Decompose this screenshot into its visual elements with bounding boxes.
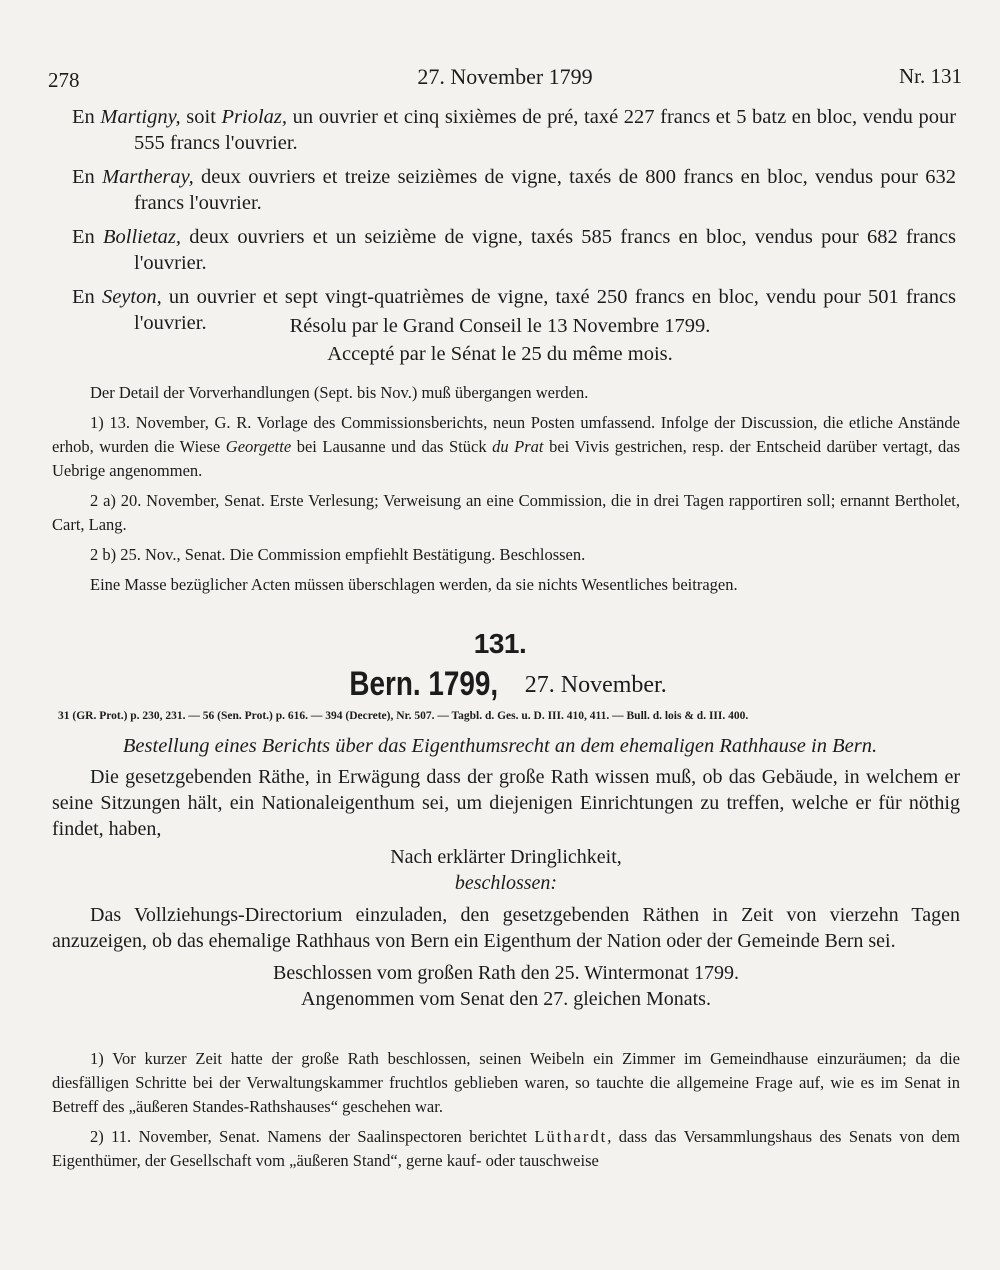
entry-bollietaz: [72, 224, 956, 276]
entry-place: Martigny,: [100, 106, 181, 128]
entry-text: deux ouvriers et treize seizièmes de vigne, taxés de 800 francs en bloc, vendus pour 632 francs l'ouvrier.: [134, 166, 956, 214]
document-place-year: Bern. 1799,: [349, 665, 499, 703]
note-b-2-text-end: , dass das Versammlungshaus des Senats von dem Eigenthümer, der Gesellschaft vom „äußeren Stand“, gerne kauf- oder tauschweise: [52, 1127, 960, 1170]
decree-body: [52, 764, 960, 1012]
entry-place2: Priolaz,: [221, 106, 288, 128]
entry-text: un ouvrier et sept vingt-quatrièmes de vigne, taxé 250 francs en bloc, vendu pour 501 francs l'ouvrier.: [134, 286, 957, 334]
decree-resolved: beschlossen:: [454, 872, 558, 894]
note-2a: 2 a) 20. November, Senat. Erste Verlesung; Verweisung an eine Commission, die in drei Tagen rapportiren soll; ernannt Bertholet, Cart, Lang.: [52, 491, 960, 534]
note-1-place-georgette: Georgette: [225, 437, 292, 456]
note-b-2-name: Lüthardt: [534, 1127, 608, 1146]
document-subject: Bestellung eines Berichts über das Eigenthumsrecht an dem ehemaligen Rathhause in Bern.: [122, 735, 878, 757]
note-1-text-end: bei Vivis gestrichen, resp. der Entscheid darüber vertagt, das Uebrige angenommen.: [52, 437, 961, 480]
decree-urgency: Nach erklärter Dringlichkeit,: [390, 846, 622, 868]
entry-martheray: [72, 164, 956, 216]
header-doc-ref: Nr. 131: [899, 64, 962, 88]
page-header: [48, 64, 962, 98]
entry-prefix: En: [72, 166, 95, 188]
note-intro: Der Detail der Vorverhandlungen (Sept. bis Nov.) muß übergangen werden.: [90, 383, 589, 402]
note-1-place-prat: du Prat: [492, 437, 544, 456]
entry-prefix: En: [72, 286, 95, 308]
entry-place: Bollietaz,: [103, 226, 182, 248]
note-1-text-mid: bei Lausanne und das Stück: [296, 437, 487, 456]
header-date: 27. November 1799: [417, 64, 593, 89]
note-1: [52, 411, 960, 483]
footnotes-130: [52, 381, 960, 603]
entry-place: Martheray,: [102, 166, 194, 188]
source-references: 31 (GR. Prot.) p. 230, 231. — 56 (Sen. Prot.) p. 616. — 394 (Decrete), Nr. 507. — Tagbl. d. Ges. u. D. III. 410, 411. — Bull. d. lois & d. III. 400.: [58, 710, 749, 722]
entry-mid: soit: [186, 106, 216, 128]
decree-resolution: Das Vollziehungs-Directorium einzuladen, den gesetzgebenden Räthen in Zeit von vierzehn Tagen anzuzeigen, ob das ehemalige Rathhaus von Bern ein Eigenthum der Nation oder der Gemeinde Bern sei.: [52, 904, 960, 952]
entry-prefix: En: [72, 226, 95, 248]
page-number: 278: [48, 68, 80, 92]
decree-passed-senat: Angenommen vom Senat den 27. gleichen Monats.: [301, 988, 711, 1010]
entry-prefix: En: [72, 106, 95, 128]
entry-place: Seyton,: [101, 286, 162, 308]
document-number: 131.: [473, 628, 527, 659]
property-entries: [72, 104, 956, 344]
entry-martigny: [72, 104, 956, 156]
footnotes-131: [52, 1047, 960, 1179]
document-date: 27. November.: [524, 672, 667, 698]
entry-text: un ouvrier et cinq sixièmes de pré, taxé 227 francs et 5 batz en bloc, vendu pour 555 francs l'ouvrier.: [134, 106, 957, 154]
note-b-2-text: 2) 11. November, Senat. Namens der Saalinspectoren berichtet: [90, 1127, 527, 1146]
decree-passed-grand-rath: Beschlossen vom großen Rath den 25. Wintermonat 1799.: [273, 962, 739, 984]
entry-text: deux ouvriers et un seizième de vigne, taxés 585 francs en bloc, vendus pour 682 francs l'ouvrier.: [134, 226, 957, 274]
note-1-text: 1) 13. November, G. R. Vorlage des Commissionsberichts, neun Posten umfassend. Infolge der Discussion, die etliche Anstände erhob, wurden die Wiese: [52, 413, 960, 456]
resolution-grand-conseil: Résolu par le Grand Conseil le 13 Novembre 1799.: [289, 315, 711, 337]
resolution-senat: Accepté par le Sénat le 25 du même mois.: [327, 343, 673, 365]
note-b-1: 1) Vor kurzer Zeit hatte der große Rath beschlossen, seinen Weibeln ein Zimmer im Gemeindhause einzuräumen; da die diesfälligen Schritte bei der Verwaltungskammer fruchtlos geblieben waren, so tauchte die allgemeine Frage auf, wie es im Senat in Betreff des „äußeren Standes-Rathshauses“ geschehen war.: [52, 1049, 960, 1116]
resolution-block: [60, 312, 940, 368]
document-place-date: [0, 665, 1000, 704]
note-closing: Eine Masse bezüglicher Acten müssen überschlagen werden, da sie nichts Wesentliches beitragen.: [90, 575, 738, 594]
note-2b: 2 b) 25. Nov., Senat. Die Commission empfiehlt Bestätigung. Beschlossen.: [90, 545, 586, 564]
note-b-2: [52, 1125, 960, 1173]
decree-preamble: Die gesetzgebenden Räthe, in Erwägung dass der große Rath wissen muß, ob das Gebäude, in welchem er seine Sitzungen hält, ein Nationaleigenthum sei, um diejenigen Einrichtungen zu treffen, welche er für nöthig findet, haben,: [52, 766, 960, 840]
